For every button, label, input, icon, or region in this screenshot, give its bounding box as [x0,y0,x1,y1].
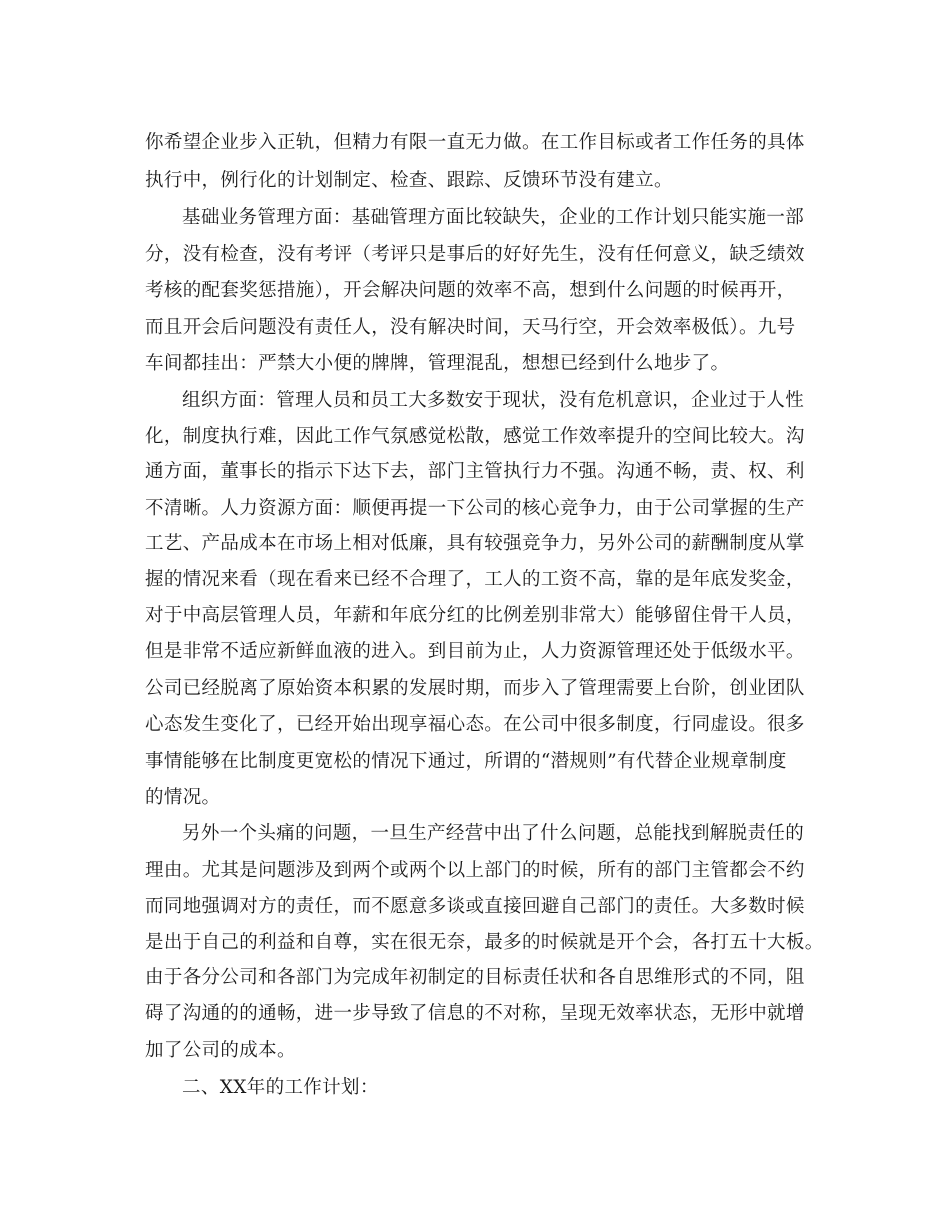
text-line: 加了公司的成本。 [145,1040,296,1061]
text-line: 事情能够在比制度更宽松的情况下通过，所谓的“潜规则”有代替企业规章制度 [145,751,787,772]
text-line: 理由。尤其是问题涉及到两个或两个以上部门的时候，所有的部门主管都会不约 [145,860,805,881]
paragraph-start: 组织方面：管理人员和员工大多数安于现状，没有危机意识，企业过于人性 [182,390,805,411]
text-line: 通方面，董事长的指示下达下去，部门主管执行力不强。沟通不畅，责、权、利 [145,461,805,482]
text-line: 是出于自己的利益和自尊，实在很无奈，最多的时候就是开个会，各打五十大板。 [145,932,824,953]
text-line: 而且开会后问题没有责任人，没有解决时间，天马行空，开会效率极低）。九号 [145,317,796,338]
text-line: 的情况。 [145,787,221,808]
paragraph-start: 另外一个头痛的问题，一旦生产经营中出了什么问题，总能找到解脱责任的 [182,823,805,844]
text-line: 不清晰。人力资源方面：顺便再提一下公司的核心竞争力，由于公司掌握的生产 [145,498,805,519]
text-line: 工艺、产品成本在市场上相对低廉，具有较强竞争力，另外公司的薪酬制度从掌 [145,533,805,554]
section-heading: 二、XX年的工作计划： [182,1077,379,1098]
text-line: 分，没有检查，没有考评（考评只是事后的好好先生，没有任何意义，缺乏绩效 [145,244,805,265]
text-line: 对于中高层管理人员，年薪和年底分红的比例差别非常大）能够留住骨干人员， [145,605,805,626]
text-line: 公司已经脱离了原始资本积累的发展时期，而步入了管理需要上台阶，创业团队 [145,678,805,699]
text-line: 碍了沟通的的通畅，进一步导致了信息的不对称，呈现无效率状态，无形中就增 [145,1003,805,1024]
text-line: 由于各分公司和各部门为完成年初制定的目标责任状和各自思维形式的不同，阻 [145,967,805,988]
text-line: 考核的配套奖惩措施），开会解决问题的效率不高，想到什么问题的时候再开， [145,280,796,301]
text-line: 车间都挂出：严禁大小便的牌牌，管理混乱，想想已经到什么地步了。 [145,353,730,374]
text-line: 而同地强调对方的责任，而不愿意多谈或直接回避自己部门的责任。大多数时候 [145,896,805,917]
text-line: 心态发生变化了，已经开始出现享福心态。在公司中很多制度，行同虚设。很多 [145,714,805,735]
text-line: 但是非常不适应新鲜血液的进入。到目前为止，人力资源管理还处于低级水平。 [145,641,805,662]
text-line: 你希望企业步入正轨，但精力有限一直无力做。在工作目标或者工作任务的具体 [145,132,805,153]
text-line: 执行中，例行化的计划制定、检查、跟踪、反馈环节没有建立。 [145,170,673,191]
text-line: 化，制度执行难，因此工作气氛感觉松散，感觉工作效率提升的空间比较大。沟 [145,426,805,447]
text-line: 握的情况来看（现在看来已经不合理了，工人的工资不高，靠的是年底发奖金， [145,569,805,590]
paragraph-start: 基础业务管理方面：基础管理方面比较缺失，企业的工作计划只能实施一部 [182,207,805,228]
